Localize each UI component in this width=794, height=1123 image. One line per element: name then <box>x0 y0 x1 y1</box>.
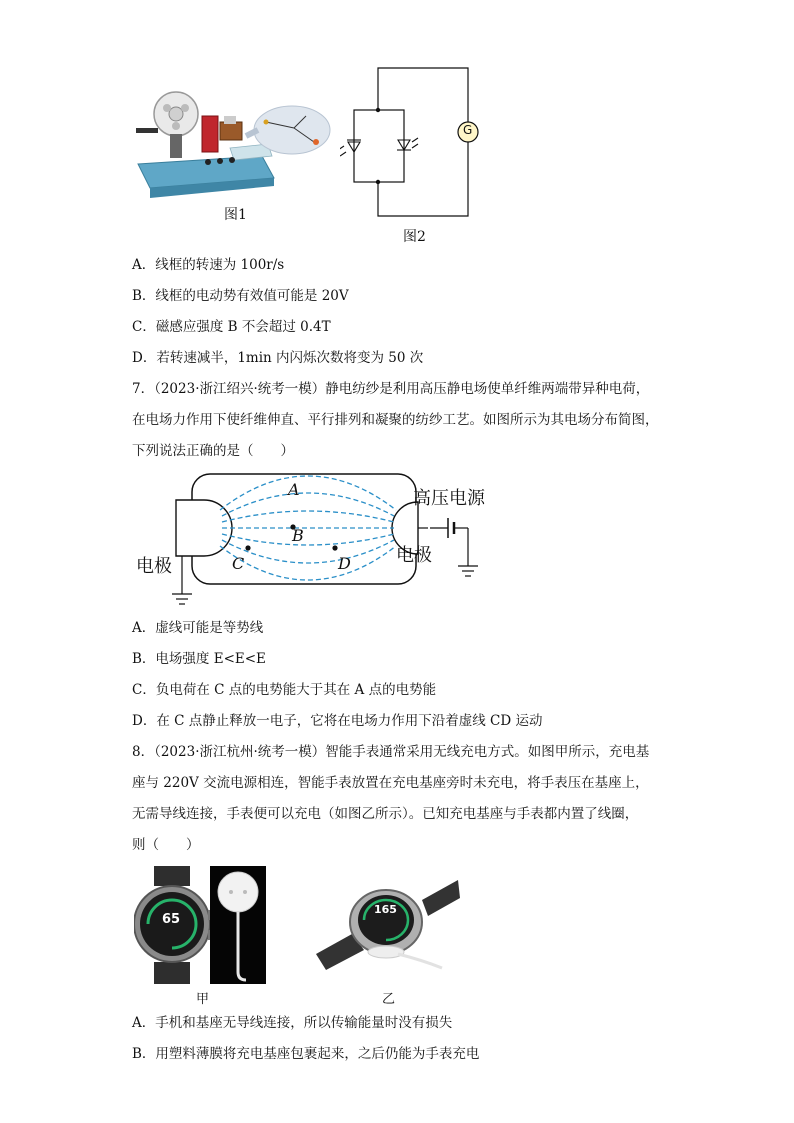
right-electrode-label: 电极 <box>396 545 432 566</box>
q8-option-b: B．用塑料薄膜将充电基座包裹起来，之后仍能为手表充电 <box>132 1046 480 1062</box>
q8-caption-jia: 甲 <box>196 992 210 1007</box>
q7-stem-line-3: 下列说法正确的是（ ） <box>132 443 294 459</box>
q7-stem-line-1: 7．（2023·浙江绍兴·统考一模）静电纺纱是利用高压静电场使单纤维两端带异种电荷， <box>132 381 650 397</box>
power-supply-label: 高压电源 <box>413 488 485 509</box>
q8-stem-line-2: 座与 220V 交流电源相连，智能手表放置在充电基座旁时未充电，将手表压在基座上， <box>132 775 649 791</box>
q6-option-c: C．磁感应强度 B 不会超过 0.4T <box>132 319 331 335</box>
figure1-generator-illustration <box>134 86 334 204</box>
q7-option-b: B．电场强度 E<E<E <box>132 651 266 667</box>
q7-stem-line-2: 在电场力作用下使纤维伸直、平行排列和凝聚的纺纱工艺。如图所示为其电场分布简图， <box>132 412 659 428</box>
q7-option-c: C．负电荷在 C 点的电势能大于其在 A 点的电势能 <box>132 682 437 698</box>
q7-option-d: D．在 C 点静止释放一电子，它将在电场力作用下沿着虚线 CD 运动 <box>132 713 543 729</box>
figure2-caption: 图2 <box>403 229 426 245</box>
figure2-circuit-diagram <box>340 60 490 224</box>
figure1-caption: 图1 <box>224 207 247 223</box>
point-d-label: D <box>338 554 351 573</box>
left-electrode-label: 电极 <box>136 556 172 577</box>
q8-stem-line-4: 则（ ） <box>132 837 200 853</box>
q8-figure-watch-and-charger <box>134 866 268 984</box>
point-c-label: C <box>232 554 245 573</box>
q8-figure-watch-on-charger <box>312 872 462 974</box>
point-a-label: A <box>288 480 300 499</box>
watch-right-display: 165 <box>374 903 397 916</box>
q6-option-b: B．线框的电动势有效值可能是 20V <box>132 288 349 304</box>
watch-left-display: 65 <box>162 912 181 927</box>
q6-option-a: A．线框的转速为 100r/s <box>132 257 285 273</box>
point-b-label: B <box>292 526 304 545</box>
q8-stem-line-1: 8．（2023·浙江杭州·统考一模）智能手表通常采用无线充电方式。如图甲所示，充电基 <box>132 744 650 760</box>
q7-option-a: A．虚线可能是等势线 <box>132 620 264 636</box>
q6-option-d: D．若转速减半，1min 内闪烁次数将变为 50 次 <box>132 350 424 366</box>
q8-stem-line-3: 无需导线连接，手表便可以充电（如图乙所示）。已知充电基座与手表都内置了线圈， <box>132 806 639 822</box>
q8-caption-yi: 乙 <box>382 992 396 1007</box>
galvanometer-label: G <box>463 123 473 137</box>
q8-option-a: A．手机和基座无导线连接，所以传输能量时没有损失 <box>132 1015 453 1031</box>
